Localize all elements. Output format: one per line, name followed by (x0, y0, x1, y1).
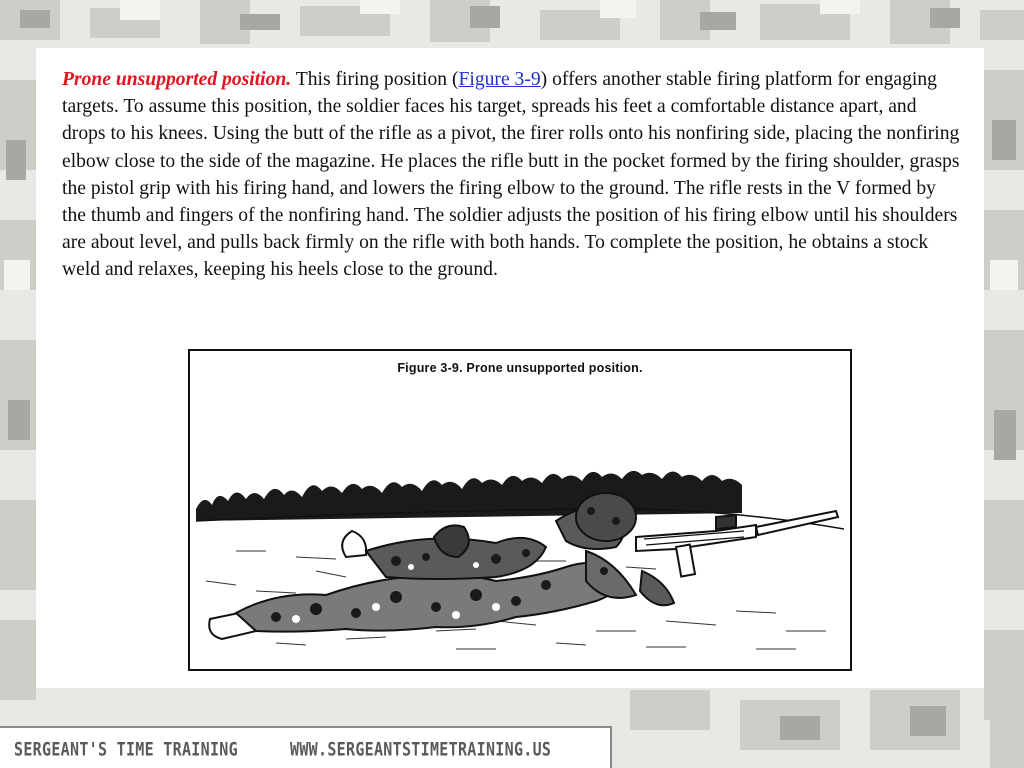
figure-link[interactable]: Figure 3-9 (458, 69, 541, 90)
footer-brand: SERGEANT'S TIME TRAINING (14, 738, 238, 761)
paragraph-text-before-link: This firing position ( (291, 69, 459, 90)
paragraph-lead: Prone unsupported position. (62, 69, 292, 90)
figure-caption: Figure 3-9. Prone unsupported position. (397, 361, 643, 375)
prone-soldier-illustration (196, 381, 844, 663)
body-paragraph (62, 66, 962, 284)
footer-url[interactable]: WWW.SERGEANTSTIMETRAINING.US (290, 738, 552, 761)
paragraph-text-after-link: ) offers another stable firing platform for engaging targets. To assume this position, the soldier faces his target, spreads his feet a comfortable distance apart, and drops to his knees. Using the butt of the rifle as a pivot, the firer rolls onto his nonfiring side, placing the nonfiring elbow close to the side of the magazine. He places the rifle butt in the pocket formed by the firing shoulder, grasps the pistol grip with his firing hand, and lowers the firing elbow to the ground. The rifle rests in the V formed by the thumb and fingers of the nonfiring hand. The soldier adjusts the position of his firing elbow until his shoulders are about level, and pulls back firmly on the rifle with both hands. To complete the position, he obtains a stock weld and relaxes, keeping his heels close to the ground. (62, 69, 960, 281)
figure-frame (188, 349, 852, 671)
footer-bar (0, 726, 612, 768)
